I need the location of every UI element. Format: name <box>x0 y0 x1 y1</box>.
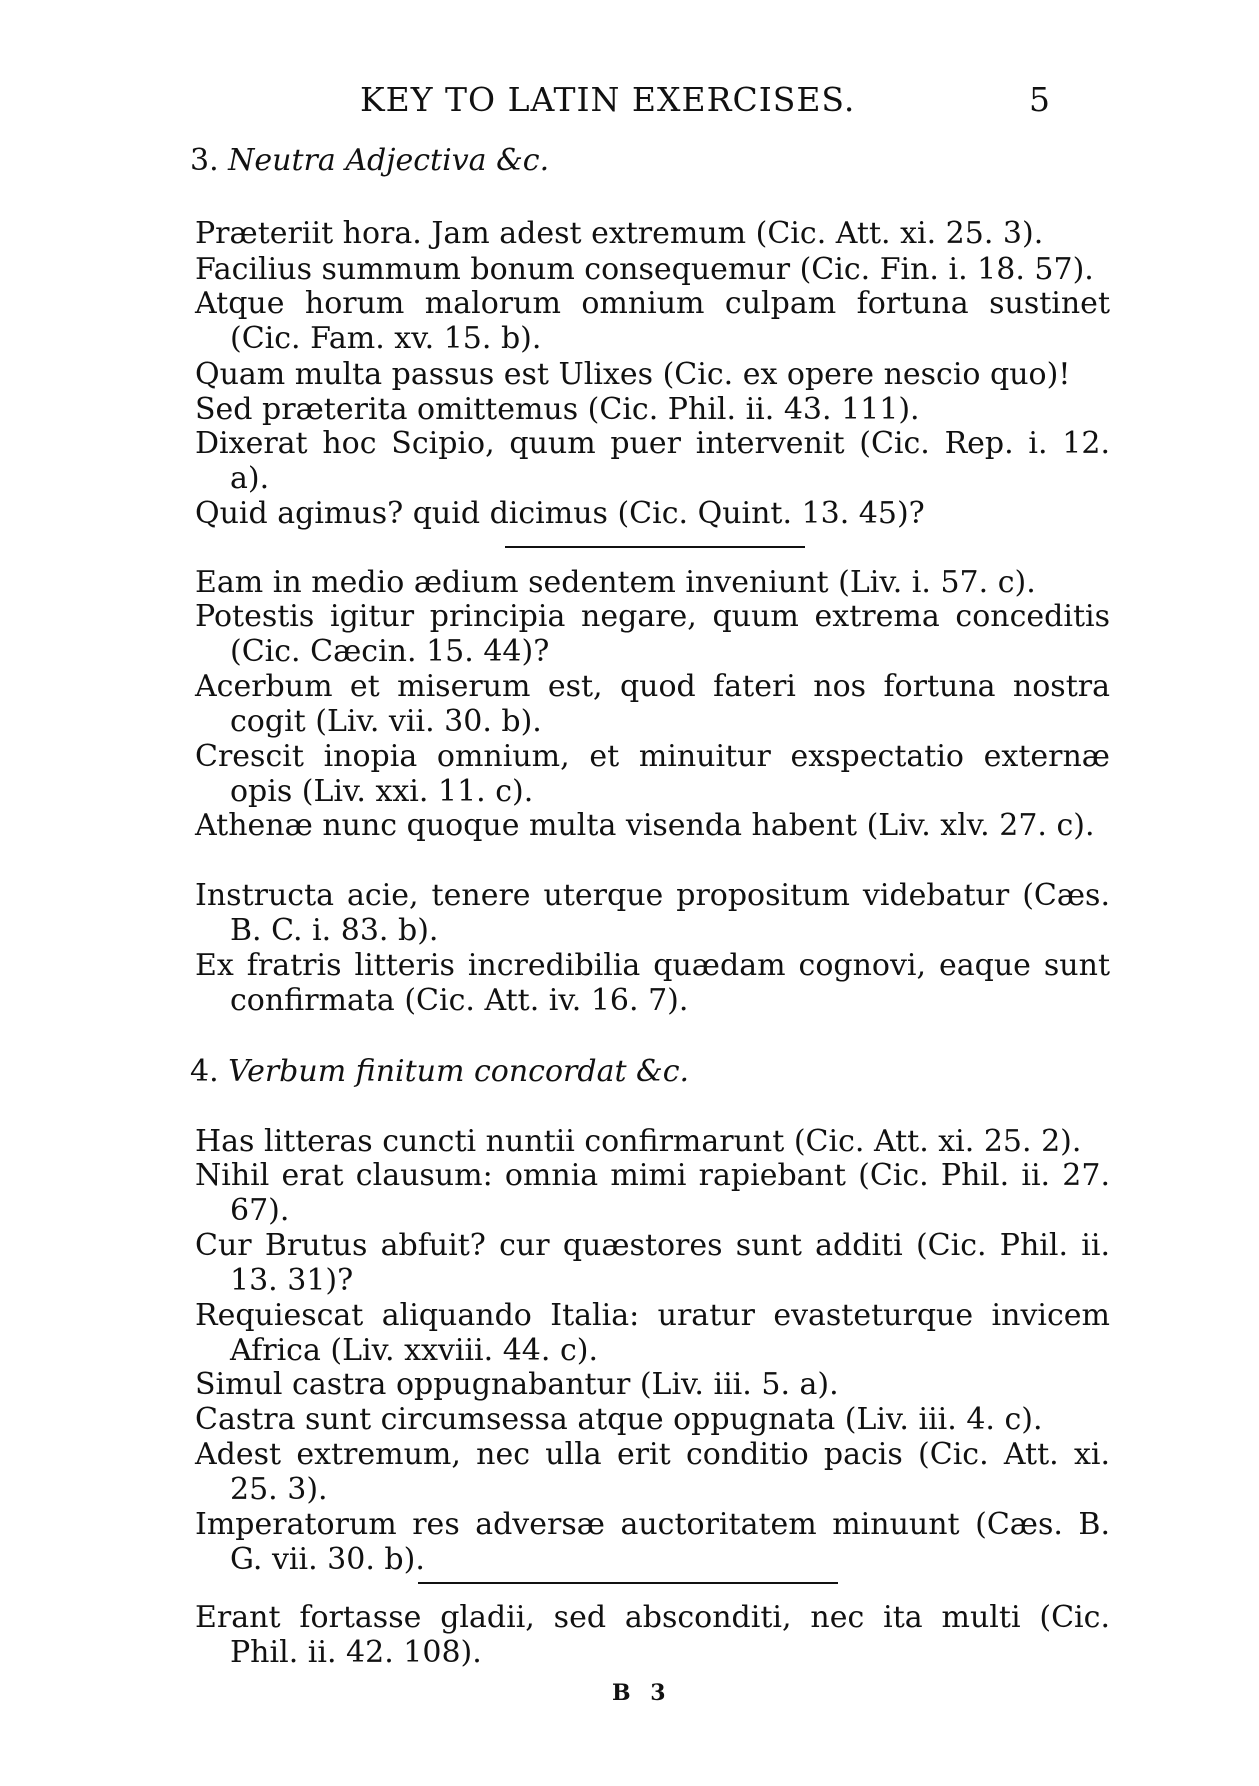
exercise-sentence: Instructa acie, tenere uterque propositum videbatur (Cæs. B. C. i. 83. b). <box>195 878 1110 948</box>
exercise-sentence: Quam multa passus est Ulixes (Cic. ex opere nescio quo)! <box>195 357 1071 392</box>
printer-signature-mark: B 3 <box>612 1680 672 1706</box>
exercise-sentence: Acerbum et miserum est, quod fateri nos fortuna nostra cogit (Liv. vii. 30. b). <box>195 669 1110 739</box>
exercise-sentence: Ex fratris litteris incredibilia quædam cognovi, eaque sunt confirmata (Cic. Att. iv. 16. 7). <box>195 948 1110 1018</box>
exercise-sentence: Sed præterita omittemus (Cic. Phil. ii. 43. 111). <box>195 392 920 427</box>
section-3-heading-text: Neutra Adjectiva &c. <box>228 143 550 178</box>
exercise-sentence: Nihil erat clausum: omnia mimi rapiebant (Cic. Phil. ii. 27. 67). <box>195 1158 1110 1228</box>
exercise-sentence: Eam in medio ædium sedentem inveniunt (Liv. i. 57. c). <box>195 565 1036 600</box>
exercise-sentence: Cur Brutus abfuit? cur quæstores sunt additi (Cic. Phil. ii. 13. 31)? <box>195 1228 1110 1298</box>
section-divider-rule <box>418 1582 838 1584</box>
exercise-sentence: Castra sunt circumsessa atque oppugnata (Liv. iii. 4. c). <box>195 1402 1043 1437</box>
exercise-sentence: Dixerat hoc Scipio, quum puer intervenit (Cic. Rep. i. 12. a). <box>195 426 1110 496</box>
exercise-sentence: Atque horum malorum omnium culpam fortuna sustinet (Cic. Fam. xv. 15. b). <box>195 286 1110 356</box>
exercise-sentence: Requiescat aliquando Italia: uratur evasteturque invicem Africa (Liv. xxviii. 44. c). <box>195 1298 1110 1368</box>
section-3-heading <box>190 143 549 178</box>
exercise-sentence: Has litteras cuncti nuntii confirmarunt (Cic. Att. xi. 25. 2). <box>195 1124 1082 1159</box>
exercise-sentence: Simul castra oppugnabantur (Liv. iii. 5. a). <box>195 1367 839 1402</box>
exercise-sentence: Erant fortasse gladii, sed absconditi, nec ita multi (Cic. Phil. ii. 42. 108). <box>195 1600 1110 1670</box>
page-number: 5 <box>1029 80 1050 119</box>
section-4-heading <box>190 1054 689 1089</box>
exercise-sentence: Præteriit hora. Jam adest extremum (Cic. Att. xi. 25. 3). <box>195 216 1044 251</box>
section-4-heading-text: Verbum finitum concordat &c. <box>228 1054 690 1089</box>
exercise-sentence: Facilius summum bonum consequemur (Cic. Fin. i. 18. 57). <box>195 252 1094 287</box>
exercise-sentence: Imperatorum res adversæ auctoritatem minuunt (Cæs. B. G. vii. 30. b). <box>195 1507 1110 1577</box>
exercise-sentence: Athenæ nunc quoque multa visenda habent (Liv. xlv. 27. c). <box>195 808 1095 843</box>
exercise-sentence: Potestis igitur principia negare, quum extrema conceditis (Cic. Cæcin. 15. 44)? <box>195 599 1110 669</box>
section-3-number: 3. <box>190 143 219 178</box>
section-4-number: 4. <box>190 1054 219 1089</box>
header-title: KEY TO LATIN EXERCISES. <box>360 80 856 119</box>
exercise-sentence: Quid agimus? quid dicimus (Cic. Quint. 13. 45)? <box>195 496 925 531</box>
exercise-sentence: Crescit inopia omnium, et minuitur exspectatio externæ opis (Liv. xxi. 11. c). <box>195 739 1110 809</box>
exercise-sentence: Adest extremum, nec ulla erit conditio pacis (Cic. Att. xi. 25. 3). <box>195 1437 1110 1507</box>
running-header <box>360 80 1050 124</box>
section-divider-rule <box>505 546 805 548</box>
